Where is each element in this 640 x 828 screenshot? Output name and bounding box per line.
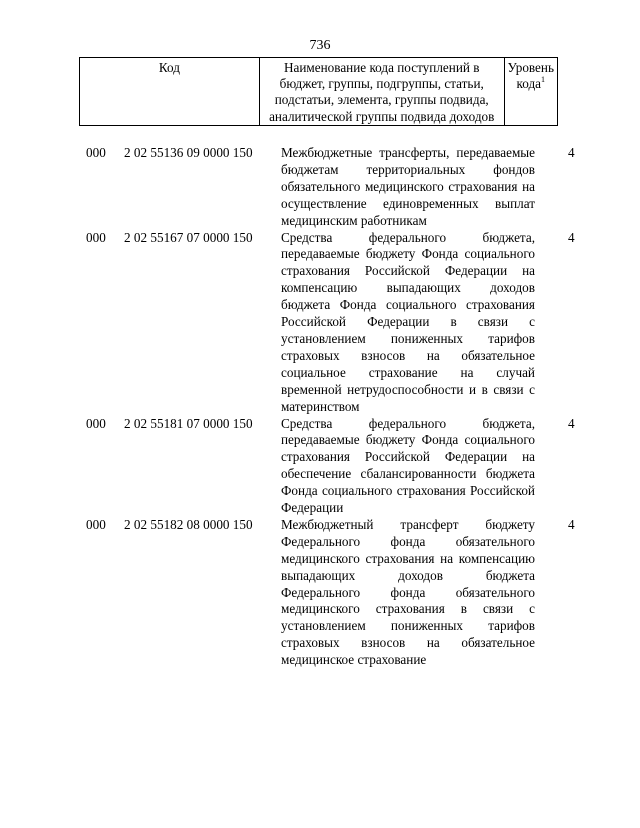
admin-code: 000	[86, 415, 106, 431]
header-name: Наименование кода поступлений в бюджет, группы, подгруппы, статьи, подстатьи, элемента, группы подвида, аналитической группы подвида доходов	[259, 58, 504, 126]
header-level-footnote: 1	[541, 75, 546, 85]
code-level: 4	[568, 145, 575, 160]
income-code: 2 02 55182 08 0000 150	[124, 516, 253, 532]
code-level: 4	[568, 516, 575, 532]
admin-code: 000	[86, 516, 106, 532]
code-level: 4	[568, 229, 575, 245]
income-code: 2 02 55181 07 0000 150	[124, 415, 253, 431]
income-code-list	[0, 145, 640, 669]
income-code: 2 02 55136 09 0000 150	[124, 145, 253, 160]
income-code: 2 02 55167 07 0000 150	[124, 229, 253, 245]
income-name: Средства федерального бюджета, передаваемые бюджету Фонда социального страхования Российской Федерации на обеспечение сбалансированности бюджета Фонда социального страхования Российской Федерации	[281, 415, 535, 516]
admin-code: 000	[86, 229, 106, 245]
table-header	[79, 57, 558, 126]
income-name: Межбюджетные трансферты, передаваемые бюджетам территориальных фондов обязательного медицинского страхования на осуществление единовременных выплат медицинским работникам	[281, 145, 535, 228]
table-row	[0, 416, 640, 517]
table-row	[0, 145, 640, 230]
header-code: Код	[80, 58, 260, 126]
page-number: 736	[309, 38, 331, 53]
code-level: 4	[568, 415, 575, 431]
admin-code: 000	[86, 145, 106, 160]
table-header-row	[80, 58, 558, 126]
income-name: Межбюджетный трансферт бюджету Федерального фонда обязательного медицинского страхования на компенсацию выпадающих доходов бюджета Федерального фонда обязательного медицинского страхования в связи с установлением пониженных тарифов страховых взносов на обязательное медицинское страхование	[281, 516, 535, 668]
header-level-label: Уровень кода	[507, 60, 554, 92]
income-name: Средства федерального бюджета, передаваемые бюджету Фонда социального страхования Российской Федерации на компенсацию выпадающих доходов бюджета Фонда социального страхования Российской Федерации в связи с установлением пониженных тарифов страховых взносов на обязательное социальное страхование на случай временной нетрудоспособности и в связи с материнством	[281, 229, 535, 414]
table-row	[0, 230, 640, 416]
header-level	[504, 58, 557, 126]
table-row	[0, 517, 640, 669]
